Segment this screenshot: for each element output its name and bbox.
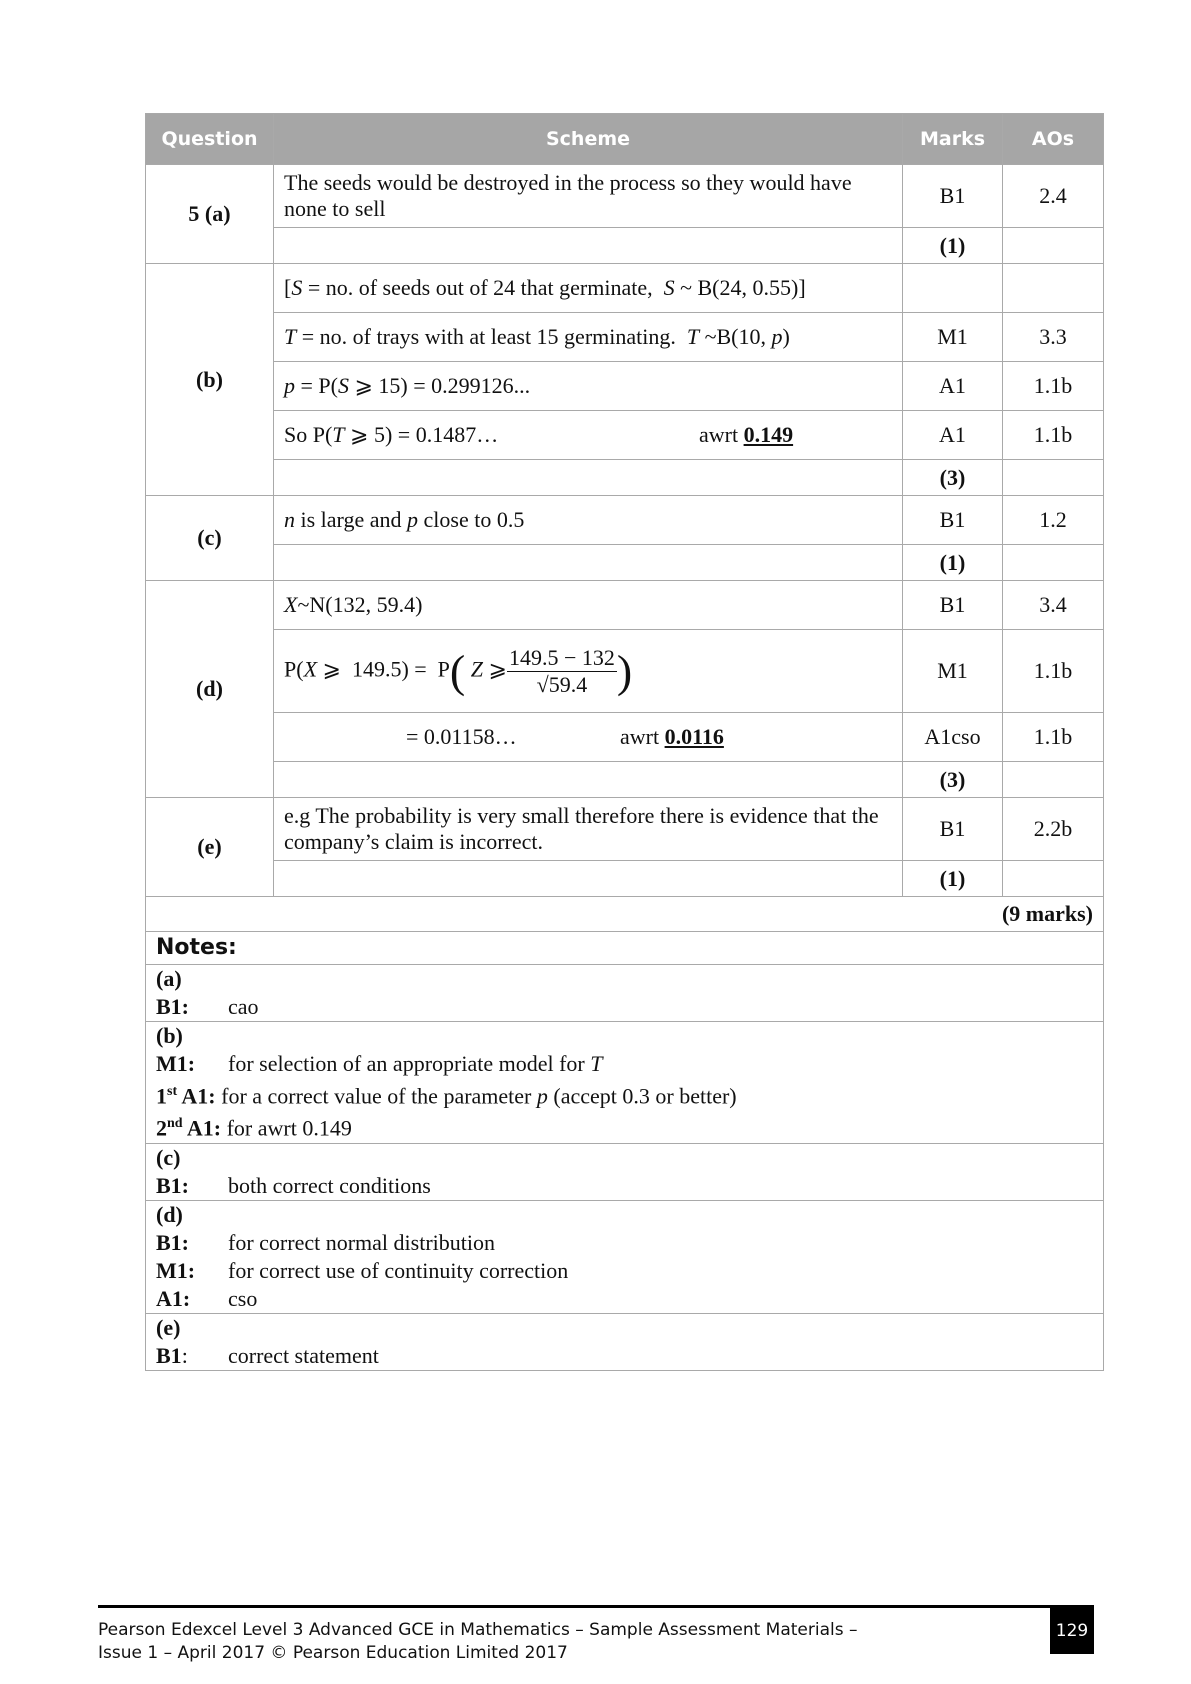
total-marks: (9 marks) <box>146 897 1104 932</box>
ao-5b-m1: 3.3 <box>1003 313 1104 362</box>
ao-5d-b1: 3.4 <box>1003 581 1104 630</box>
mark-scheme-table <box>145 113 1104 1371</box>
header-question: Question <box>146 114 274 165</box>
ao-5c: 1.2 <box>1003 496 1104 545</box>
table-row <box>146 545 1104 581</box>
table-row <box>146 713 1104 762</box>
footer-text <box>98 1619 858 1665</box>
footer-line1: Pearson Edexcel Level 3 Advanced GCE in Mathematics – Sample Assessment Materials – <box>98 1620 858 1640</box>
notes-d: (d) B1: for correct normal distribution M1: for correct use of continuity correction A1: cso <box>146 1200 1104 1313</box>
table-row <box>146 165 1104 228</box>
ao-5b-a1-2: 1.1b <box>1003 411 1104 460</box>
question-label-5c: (c) <box>146 496 274 581</box>
question-label-5b: (b) <box>146 264 274 496</box>
scheme-5a: The seeds would be destroyed in the process so they would have none to sell <box>274 165 903 228</box>
question-label-5d: (d) <box>146 581 274 798</box>
table-row <box>146 264 1104 313</box>
subtotal-5e: (1) <box>903 861 1003 897</box>
left-paren: ( <box>449 645 466 696</box>
mark-5b-a1: A1 <box>903 362 1003 411</box>
ao-5b-a1: 1.1b <box>1003 362 1104 411</box>
mark-5a: B1 <box>903 165 1003 228</box>
ao-5d-m1: 1.1b <box>1003 630 1104 713</box>
ao-5e: 2.2b <box>1003 798 1104 861</box>
table-row <box>146 630 1104 713</box>
notes-row <box>146 965 1104 1022</box>
table-row <box>146 411 1104 460</box>
notes-title: Notes: <box>146 932 1104 965</box>
notes-c: (c) B1: both correct conditions <box>146 1143 1104 1200</box>
scheme-5e: e.g The probability is very small therefore there is evidence that the company’s claim is incorrect. <box>274 798 903 861</box>
table-row <box>146 228 1104 264</box>
subtotal-5d: (3) <box>903 762 1003 798</box>
notes-e: (e) B1: correct statement <box>146 1313 1104 1370</box>
subtotal-5a: (1) <box>903 228 1003 264</box>
mark-5e: B1 <box>903 798 1003 861</box>
table-row <box>146 496 1104 545</box>
mark-5c: B1 <box>903 496 1003 545</box>
table-row <box>146 581 1104 630</box>
subtotal-5b: (3) <box>903 460 1003 496</box>
table-row <box>146 798 1104 861</box>
scheme-5c: n is large and p close to 0.5 <box>274 496 903 545</box>
table-row <box>146 762 1104 798</box>
table-header-row <box>146 114 1104 165</box>
awrt-5b: awrt 0.149 <box>699 422 794 447</box>
ao-5d-a1: 1.1b <box>1003 713 1104 762</box>
notes-row <box>146 1022 1104 1144</box>
question-label-5a: 5 (a) <box>146 165 274 264</box>
fraction: $\frac{149.5 - 132}{√59.4}$ <box>508 644 615 697</box>
notes-row <box>146 1200 1104 1313</box>
notes-a: (a) B1: cao <box>146 965 1104 1022</box>
table-row <box>146 861 1104 897</box>
question-label-5e: (e) <box>146 798 274 897</box>
mark-5d-m1: M1 <box>903 630 1003 713</box>
notes-row <box>146 1143 1104 1200</box>
mark-5b-m1: M1 <box>903 313 1003 362</box>
ao-5a: 2.4 <box>1003 165 1104 228</box>
mark-5d-a1: A1cso <box>903 713 1003 762</box>
right-paren: ) <box>616 645 633 696</box>
scheme-5b-line1: [S = no. of seeds out of 24 that germinate, S ~ B(24, 0.55)] <box>274 264 903 313</box>
header-scheme: Scheme <box>274 114 903 165</box>
header-marks: Marks <box>903 114 1003 165</box>
awrt-5d: awrt 0.0116 <box>620 724 724 749</box>
header-aos: AOs <box>1003 114 1104 165</box>
notes-b: (b) M1: for selection of an appropriate model for T 1st A1: for a correct value of the parameter p (accept 0.3 or better) 2nd A1: for awrt 0.149 <box>146 1022 1104 1144</box>
notes-title-row <box>146 932 1104 965</box>
scheme-5b-line4: So P(T ⩾ 5) = 0.1487… awrt 0.149 <box>274 411 903 460</box>
mark-5b-a1-2: A1 <box>903 411 1003 460</box>
scheme-5b-line3: p = P(S ⩾ 15) = 0.299126... <box>274 362 903 411</box>
mark-5d-b1: B1 <box>903 581 1003 630</box>
scheme-5b-line2: T = no. of trays with at least 15 germinating. T ~B(10, p) <box>274 313 903 362</box>
page-number: 129 <box>1050 1608 1094 1654</box>
page-footer <box>98 1605 1098 1665</box>
scheme-5d-line1: X~N(132, 59.4) <box>274 581 903 630</box>
sqrt-icon: √ <box>536 671 549 697</box>
table-row <box>146 897 1104 932</box>
notes-row <box>146 1313 1104 1370</box>
subtotal-5c: (1) <box>903 545 1003 581</box>
table-row <box>146 362 1104 411</box>
scheme-5d-line3: = 0.01158… awrt 0.0116 <box>274 713 903 762</box>
footer-rule <box>98 1605 1094 1608</box>
table-row <box>146 460 1104 496</box>
footer-line2: Issue 1 – April 2017 © Pearson Education Limited 2017 <box>98 1643 568 1663</box>
table-row <box>146 313 1104 362</box>
scheme-5d-line2: P(X ⩾ 149.5) = P( Z ⩾ $\frac{149.5 - 132}{√59.4}$ ) <box>274 630 903 713</box>
